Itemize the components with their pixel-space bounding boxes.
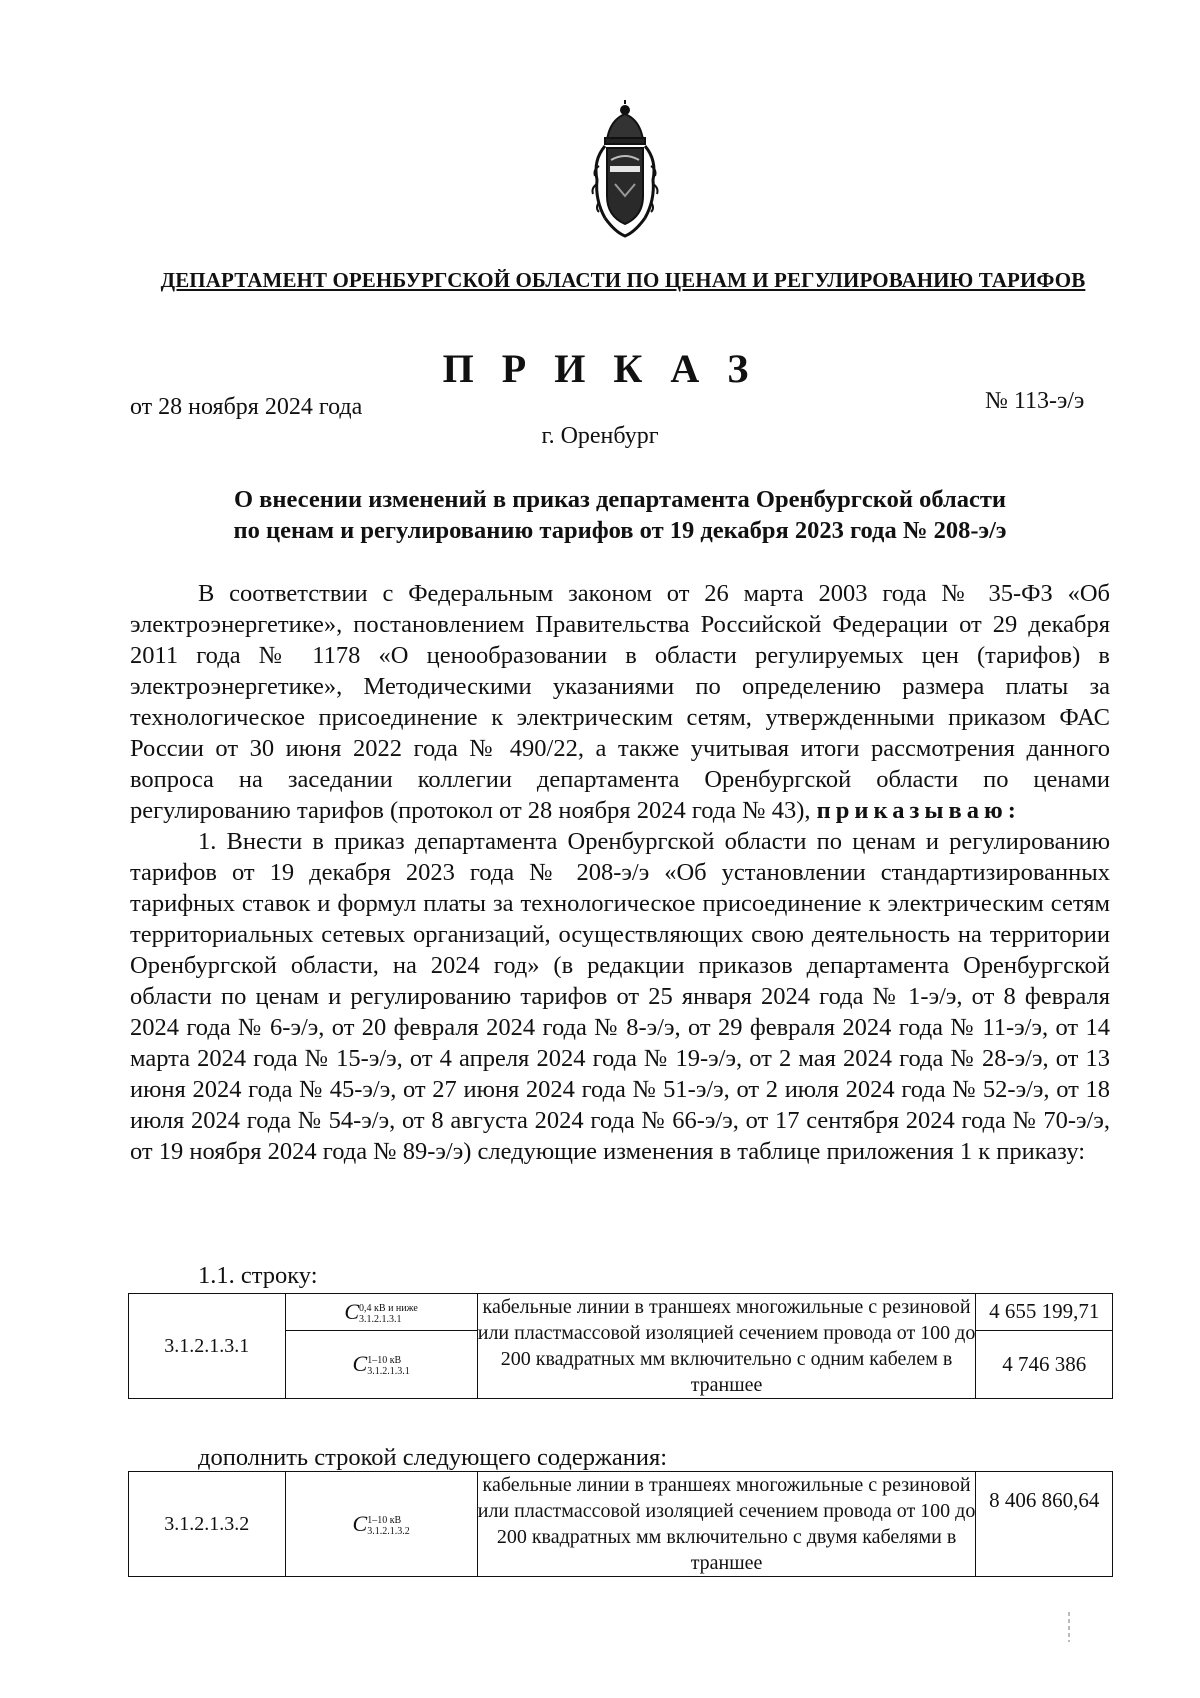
- table1-symbol-2: C 1–10 кВ 3.1.2.1.3.1: [285, 1330, 477, 1398]
- add-row-label: дополнить строкой следующего содержания:: [198, 1444, 668, 1471]
- tariff-table-added: [128, 1471, 1113, 1577]
- document-title: П Р И К А З: [442, 346, 758, 391]
- scan-edge-mark: [1068, 1612, 1070, 1642]
- table2-description: кабельные линии в траншеях многожильные с резиновой или пластмассовой изоляцией сечением провода от 100 до 200 квадратных мм включительно с двумя кабелями в траншее: [477, 1472, 976, 1577]
- document-number: № 113-э/э: [985, 388, 1085, 414]
- intro-text: В соответствии с Федеральным законом от 26 марта 2003 года № 35-ФЗ «Об электроэнергетике», постановлением Правительства Российской Федерации от 29 декабря 2011 года № 1178 «О ценообразовании в области регулируемых цен (тарифов) в электроэнергетике», Методическими указаниями по определению размера платы за технологическое присоединение к электрическим сетям, утвержденными приказом ФАС России от 30 июня 2022 года № 490/22, а также учитывая итоги рассмотрения данного вопроса на заседании коллегии департамента Оренбургской области по ценами регулированию тарифов (протокол от 28 ноября 2024 года № 43),: [130, 580, 1110, 824]
- item-1-paragraph: 1. Внести в приказ департамента Оренбургской области по ценам и регулированию тарифов от 19 декабря 2023 года № 208-э/э «Об установлении стандартизированных тарифных ставок и формул платы за технологическое присоединение к электрическим сетям территориальных сетевых организаций, осуществляющих свою деятельность на территории Оренбургской области, на 2024 год» (в редакции приказов департамента Оренбургской области по ценам и регулированию тарифов от 25 января 2024 года № 1-э/э, от 8 февраля 2024 года № 6-э/э, от 20 февраля 2024 года № 8-э/э, от 29 февраля 2024 года № 11-э/э, от 14 марта 2024 года № 15-э/э, от 4 апреля 2024 года № 19-э/э, от 2 мая 2024 года № 28-э/э, от 13 июня 2024 года № 45-э/э, от 27 июня 2024 года № 51-э/э, от 2 июля 2024 года № 52-э/э, от 18 июля 2024 года № 54-э/э, от 8 августа 2024 года № 66-э/э, от 17 сентября 2024 года № 70-э/э, от 19 ноября 2024 года № 89-э/э) следующие изменения в таблице приложения 1 к приказу:: [130, 828, 1110, 1165]
- coat-of-arms-emblem: [575, 100, 675, 250]
- table1-value-1: 4 655 199,71: [976, 1294, 1113, 1331]
- sub-item-label: 1.1. строку:: [198, 1262, 318, 1289]
- tariff-table-existing: [128, 1293, 1113, 1399]
- document-city: г. Оренбург: [541, 423, 659, 449]
- table2-value: 8 406 860,64: [976, 1472, 1113, 1577]
- order-word: приказываю:: [816, 797, 1021, 824]
- department-name: ДЕПАРТАМЕНТ ОРЕНБУРГСКОЙ ОБЛАСТИ ПО ЦЕНАМ И РЕГУЛИРОВАНИЮ ТАРИФОВ: [160, 268, 1086, 292]
- table1-value-2: 4 746 386: [976, 1330, 1113, 1398]
- intro-paragraph: [130, 578, 1110, 826]
- order-subject: [130, 484, 1110, 546]
- order-body: [130, 578, 1110, 1167]
- table1-symbol-1: C 0,4 кВ и ниже 3.1.2.1.3.1: [285, 1294, 477, 1331]
- subject-line-1: О внесении изменений в приказ департамента Оренбургской области: [233, 486, 1006, 513]
- subject-line-2: по ценам и регулированию тарифов от 19 декабря 2023 года № 208-э/э: [233, 517, 1007, 544]
- document-date: от 28 ноября 2024 года: [130, 394, 363, 420]
- table2-symbol: C 1–10 кВ 3.1.2.1.3.2: [285, 1472, 477, 1577]
- table1-code: 3.1.2.1.3.1: [129, 1294, 286, 1399]
- table2-code: 3.1.2.1.3.2: [129, 1472, 286, 1577]
- table1-description: кабельные линии в траншеях многожильные с резиновой или пластмассовой изоляцией сечением провода от 100 до 200 квадратных мм включительно с одним кабелем в траншее: [477, 1294, 976, 1399]
